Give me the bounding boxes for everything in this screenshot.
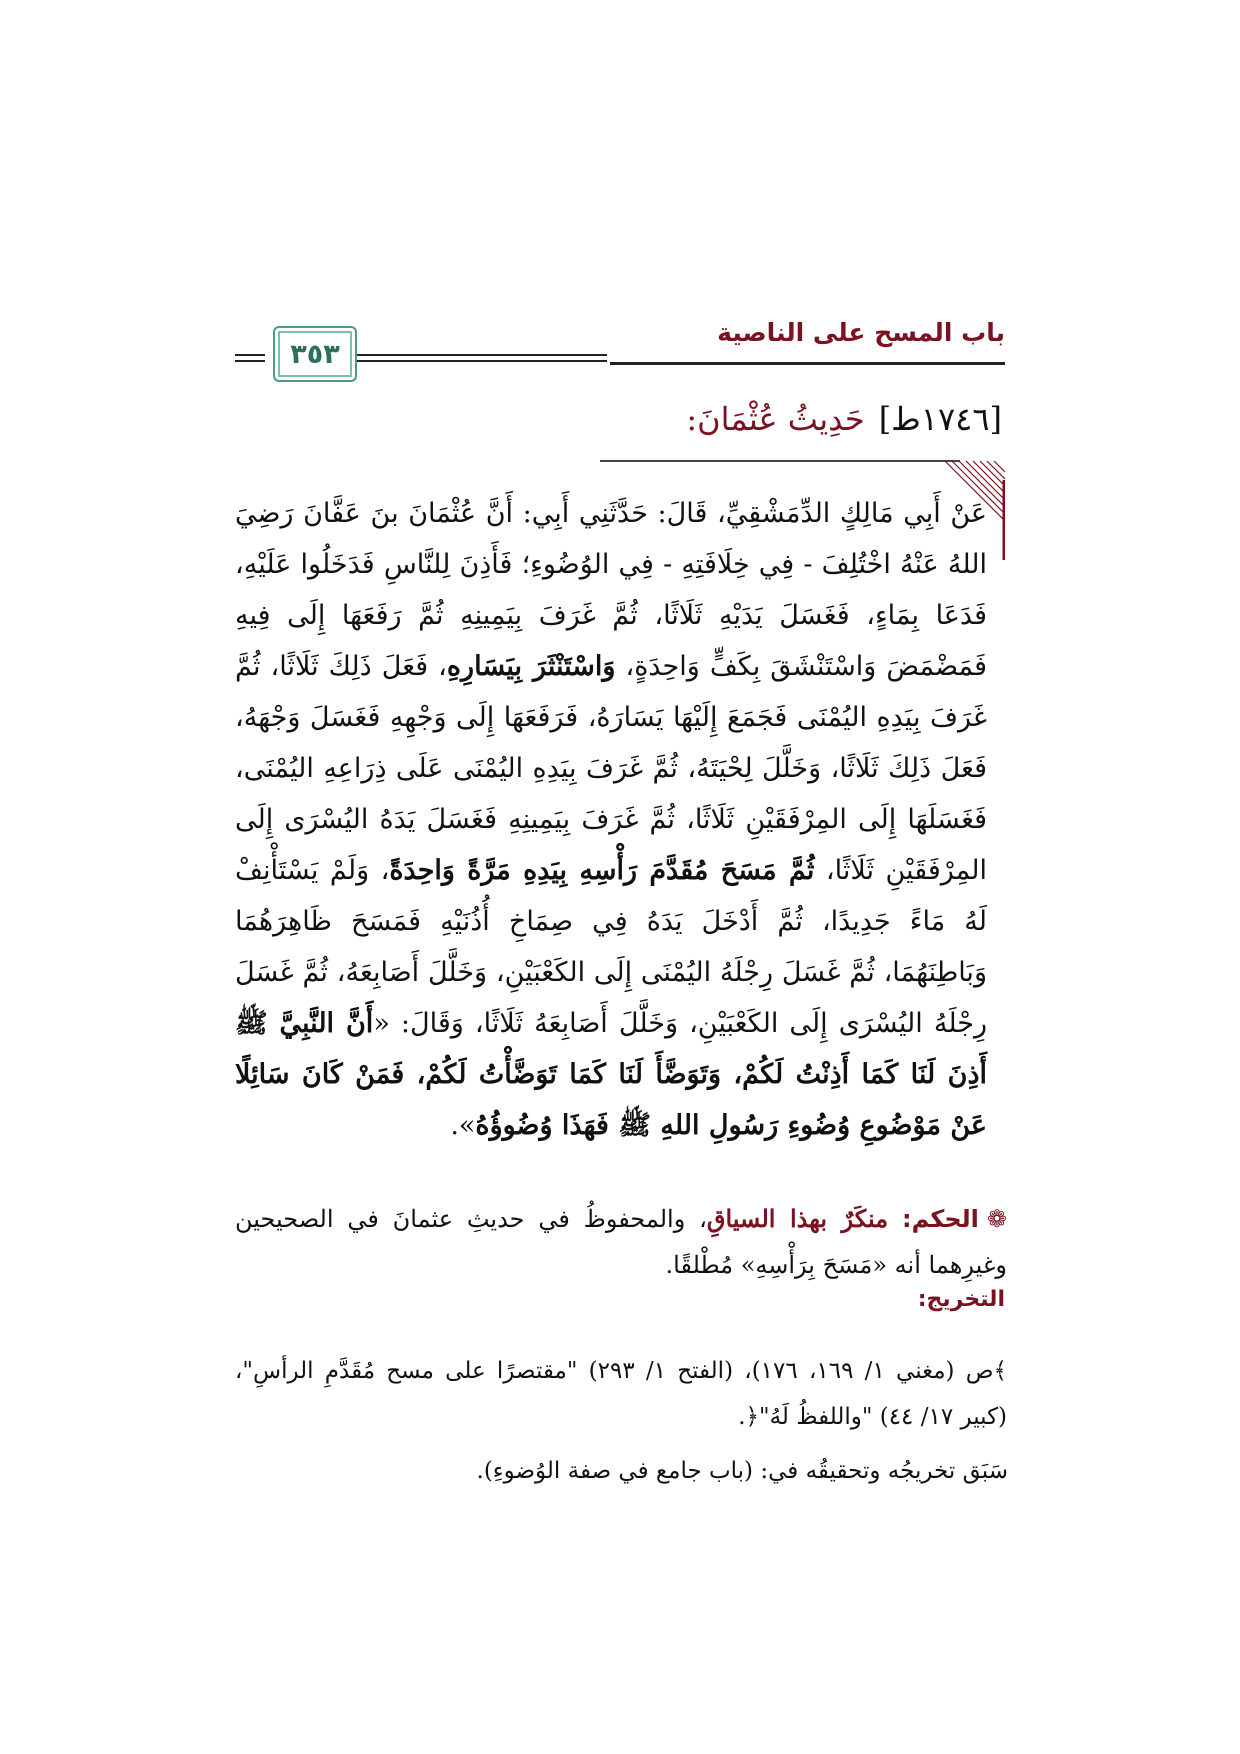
takhrij-label: التخريج: — [917, 1287, 1005, 1312]
takhrij-note: سَبَق تخريجُه وتحقيقُه في: (باب جامع في صفة الوُضوءِ). — [476, 1458, 1008, 1484]
ruling-verdict: منكَرٌ بهذا السياقِ — [706, 1204, 889, 1233]
page-header — [235, 318, 1005, 368]
hadith-text-part: ، وَلَمْ يَسْتَأْنِفْ لَهُ مَاءً جَدِيدًا، ثُمَّ أَدْخَلَ يَدَهُ فِي صِمَاخِ أُذُنَيْهِ فَمَسَحَ ظَاهِرَهُمَا وَبَاطِنَهُمَا، ثُمَّ غَسَلَ رِجْلَهُ اليُمْنَى إِلَى الكَعْبَيْنِ، وَخَلَّلَ أَصَابِعَهُ، ثُمَّ غَسَلَ رِجْلَهُ اليُسْرَى إِلَى الكَعْبَيْنِ، وَخَلَّلَ أَصَابِعَهُ ثَلَاثًا، وَقَالَ: « — [235, 855, 987, 1039]
flower-icon: ❁ — [986, 1205, 1007, 1233]
page-number: ٣٥٣ — [290, 338, 340, 370]
header-rule — [610, 362, 1005, 365]
ruling-label: الحكم: — [901, 1205, 979, 1233]
header-rule-left-upper — [235, 354, 265, 356]
header-rule-left-lower — [235, 360, 265, 362]
header-rule-middle-upper — [357, 354, 607, 356]
hadith-text-part: ». — [450, 1110, 476, 1141]
takhrij-text: ﴾ص (مغني ١/ ١٦٩، ١٧٦)، (الفتح ١/ ٢٩٣) "مقتصرًا على مسح مُقَدَّمِ الرأسِ"، (كبير ١٧/ ٤٤) "واللفظُ لَهُ"﴿. — [235, 1358, 1008, 1430]
hadith-heading — [302, 400, 1002, 438]
hadith-body — [235, 488, 987, 1151]
page-number-badge — [273, 326, 357, 382]
chapter-title: باب المسح على الناصية — [717, 318, 1005, 347]
header-rule-middle-lower — [357, 360, 607, 362]
hadith-text-part: ، فَعَلَ ذَلِكَ ثَلَاثًا، ثُمَّ غَرَفَ بِيَدِهِ اليُمْنَى فَجَمَعَ إِلَيْهَا يَسَارَهُ، فَرَفَعَهَا إِلَى وَجْهِهِ فَغَسَلَ وَجْهَهُ، فَعَلَ ذَلِكَ ثَلَاثًا، وَخَلَّلَ لِحْيَتَهُ، ثُمَّ غَرَفَ بِيَدِهِ اليُمْنَى عَلَى ذِرَاعِهِ اليُمْنَى، فَغَسَلَهَا إِلَى المِرْفَقَيْنِ ثَلَاثًا، ثُمَّ غَرَفَ بِيَمِينِهِ فَغَسَلَ يَدَهُ اليُسْرَى إِلَى المِرْفَقَيْنِ ثَلَاثًا، — [235, 651, 987, 886]
hadith-title: حَدِيثُ عُثْمَانَ: — [686, 400, 865, 438]
hadith-bold-phrase: ثُمَّ مَسَحَ مُقَدَّمَ رَأْسِهِ بِيَدِهِ مَرَّةً وَاحِدَةً — [389, 855, 815, 886]
hadith-bold-phrase: أَنَّ النَّبِيَّ ﷺ أَذِنَ لَنَا كَمَا أَذِنْتُ لَكُمْ، وَتَوَضَّأَ لَنَا كَمَا تَوَضَّأْتُ لَكُمْ، فَمَنْ كَانَ سَائِلًا عَنْ مَوْضُوعِ وُضُوءِ رَسُولِ اللهِ ﷺ فَهَذَا وُضُوؤُهُ — [235, 1008, 987, 1141]
hadith-number: [١٧٤٦ط] — [878, 400, 1002, 438]
ruling-text: ، والمحفوظُ في حديثِ عثمانَ في الصحيحين وغيرِهما أنه «مَسَحَ بِرَأْسِهِ» مُطْلقًا. — [235, 1205, 1007, 1279]
ruling-paragraph — [235, 1196, 1007, 1288]
hadith-bold-phrase: وَاسْتَنْثَرَ بِيَسَارِهِ — [446, 651, 616, 682]
hadith-text-part: عَنْ أَبِي مَالِكٍ الدِّمَشْقِيِّ، قَالَ: حَدَّثَنِي أَبِي: أَنَّ عُثْمَانَ بنَ عَفَّانَ رَضِيَ اللهُ عَنْهُ اخْتُلِفَ - فِي خِلَافَتِهِ - فِي الوُضُوءِ؛ فَأَذِنَ لِلنَّاسِ فَدَخَلُوا عَلَيْهِ، فَدَعَا بِمَاءٍ، فَغَسَلَ يَدَيْهِ ثَلَاثًا، ثُمَّ غَرَفَ بِيَمِينِهِ ثُمَّ رَفَعَهَا إِلَى فِيهِ فَمَضْمَضَ وَاسْتَنْشَقَ بِكَفٍّ وَاحِدَةٍ، — [235, 498, 988, 682]
